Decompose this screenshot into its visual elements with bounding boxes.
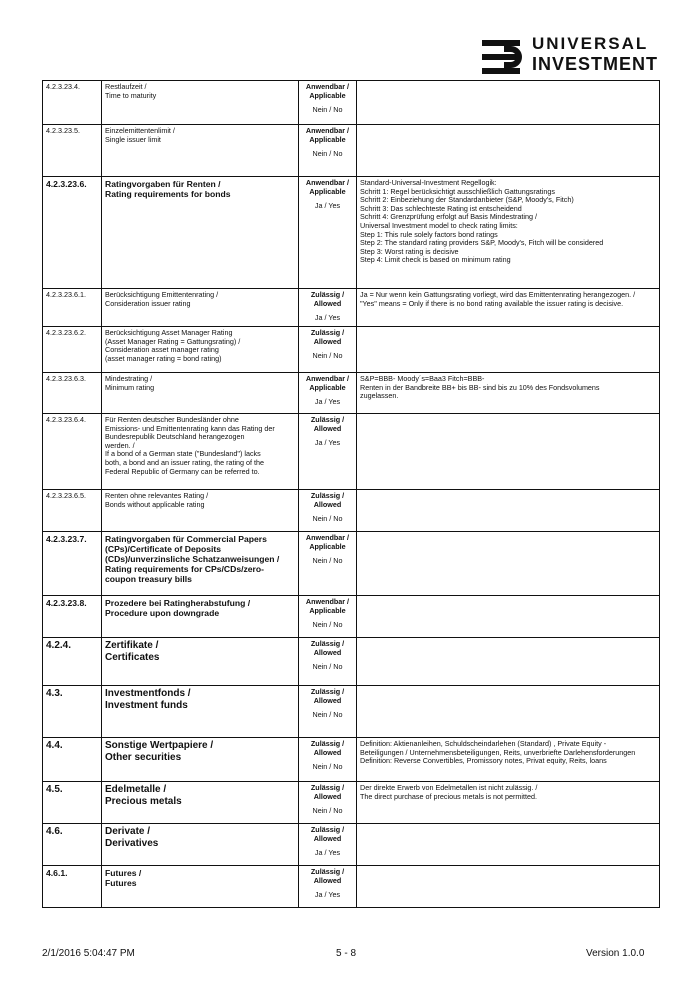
universal-investment-logo — [482, 34, 662, 80]
section-title: Einzelemittentenlimit / Single issuer limit — [102, 125, 299, 177]
remarks-cell — [357, 490, 660, 532]
permission-status: Anwendbar / Applicable — [305, 374, 350, 392]
section-number: 4.2.3.23.6. — [43, 177, 102, 289]
remarks-cell — [357, 596, 660, 638]
table-row — [43, 490, 660, 532]
status-cell — [299, 686, 357, 738]
table-row — [43, 738, 660, 782]
remarks-cell: Der direkte Erwerb von Edelmetallen ist nicht zulässig. / The direct purchase of precious metals is not permitted. — [357, 782, 660, 824]
section-title: Zertifikate / Certificates — [102, 638, 299, 686]
status-cell — [299, 866, 357, 908]
table-row — [43, 81, 660, 125]
section-number: 4.2.3.23.4. — [43, 81, 102, 125]
status-cell — [299, 596, 357, 638]
permission-status: Zulässig / Allowed — [310, 290, 345, 308]
status-cell — [299, 824, 357, 866]
permission-status: Anwendbar / Applicable — [305, 533, 350, 551]
section-title: Restlaufzeit / Time to maturity — [102, 81, 299, 125]
status-value: Ja / Yes — [314, 397, 341, 407]
table-row — [43, 782, 660, 824]
section-number: 4.2.3.23.5. — [43, 125, 102, 177]
table-row — [43, 177, 660, 289]
logo-text-line2: INVESTMENT — [532, 54, 659, 74]
permission-status: Zulässig / Allowed — [310, 783, 345, 801]
section-number: 4.2.3.23.6.5. — [43, 490, 102, 532]
status-cell — [299, 177, 357, 289]
table-row — [43, 866, 660, 908]
table-row — [43, 289, 660, 327]
remarks-cell — [357, 638, 660, 686]
section-number: 4.2.3.23.6.2. — [43, 327, 102, 373]
table-row — [43, 686, 660, 738]
logo-mark-arc — [504, 46, 522, 68]
remarks-cell — [357, 532, 660, 596]
section-number: 4.2.3.23.7. — [43, 532, 102, 596]
permission-status: Zulässig / Allowed — [310, 491, 345, 509]
section-title: Edelmetalle / Precious metals — [102, 782, 299, 824]
status-value: Ja / Yes — [314, 890, 341, 900]
status-cell — [299, 81, 357, 125]
remarks-cell — [357, 327, 660, 373]
section-title: Berücksichtigung Asset Manager Rating (Asset Manager Rating = Gattungsrating) / Consideration asset manager rating (asset manager rating = bond rating) — [102, 327, 299, 373]
section-number: 4.3. — [43, 686, 102, 738]
remarks-cell: Definition: Aktienanleihen, Schuldscheindarlehen (Standard) , Private Equity - Beteiligungen / Unternehmensbeteiligungen, Reits, unverbriefte Darlehensforderungen Definition: Reverse Convertibles, Promissory notes, Privat equity, Reits, loans — [357, 738, 660, 782]
table-row — [43, 125, 660, 177]
section-number: 4.2.3.23.6.3. — [43, 373, 102, 414]
table-row — [43, 414, 660, 490]
section-number: 4.2.3.23.6.4. — [43, 414, 102, 490]
table-row — [43, 373, 660, 414]
status-value: Nein / No — [312, 105, 343, 115]
remarks-cell — [357, 866, 660, 908]
permission-status: Anwendbar / Applicable — [305, 126, 350, 144]
section-title: Investmentfonds / Investment funds — [102, 686, 299, 738]
table-row — [43, 638, 660, 686]
section-number: 4.5. — [43, 782, 102, 824]
permission-status: Zulässig / Allowed — [310, 825, 345, 843]
status-value: Ja / Yes — [314, 313, 341, 323]
section-title: Ratingvorgaben für Commercial Papers (CPs)/Certificate of Deposits (CDs)/unverzinsliche Schatzanweisungen / Rating requirements for CPs/CDs/zero- coupon treasury bills — [102, 532, 299, 596]
section-title: Prozedere bei Ratingherabstufung / Procedure upon downgrade — [102, 596, 299, 638]
section-title: Renten ohne relevantes Rating / Bonds without applicable rating — [102, 490, 299, 532]
section-number: 4.6.1. — [43, 866, 102, 908]
status-cell — [299, 289, 357, 327]
section-title: Für Renten deutscher Bundesländer ohne Emissions- und Emittentenrating kann das Rating der Bundesrepublik Deutschland herangezogen werden. / If a bond of a German state ("Bundesland") lacks both, a bond and an issuer rating, the rating of the Federal Republic of Germany can be referred to. — [102, 414, 299, 490]
remarks-cell — [357, 414, 660, 490]
status-value: Nein / No — [312, 514, 343, 524]
logo-mark-bar — [482, 68, 520, 74]
section-number: 4.2.3.23.6.1. — [43, 289, 102, 327]
remarks-cell: S&P=BBB- Moody´s=Baa3 Fitch=BBB- Renten in der Bandbreite BB+ bis BB- sind bis zu 10% des Fondsvolumens zugelassen. — [357, 373, 660, 414]
status-value: Nein / No — [312, 149, 343, 159]
table-row — [43, 532, 660, 596]
status-cell — [299, 125, 357, 177]
permission-status: Anwendbar / Applicable — [305, 82, 350, 100]
permission-status: Zulässig / Allowed — [310, 687, 345, 705]
table-row — [43, 596, 660, 638]
status-value: Ja / Yes — [314, 438, 341, 448]
status-cell — [299, 327, 357, 373]
section-number: 4.2.4. — [43, 638, 102, 686]
status-cell — [299, 782, 357, 824]
status-value: Ja / Yes — [314, 201, 341, 211]
status-value: Nein / No — [312, 710, 343, 720]
section-number: 4.6. — [43, 824, 102, 866]
remarks-cell: Ja = Nur wenn kein Gattungsrating vorliegt, wird das Emittentenrating herangezogen. / "Yes" means = Only if there is no bond rating available the issuer rating is decisive. — [357, 289, 660, 327]
table-row — [43, 824, 660, 866]
section-title: Derivate / Derivatives — [102, 824, 299, 866]
permission-status: Zulässig / Allowed — [310, 328, 345, 346]
remarks-cell — [357, 125, 660, 177]
permission-status: Zulässig / Allowed — [310, 639, 345, 657]
status-value: Ja / Yes — [314, 848, 341, 858]
permission-status: Anwendbar / Applicable — [305, 597, 350, 615]
permission-status: Zulässig / Allowed — [310, 867, 345, 885]
section-number: 4.2.3.23.8. — [43, 596, 102, 638]
status-value: Nein / No — [312, 351, 343, 361]
remarks-cell — [357, 686, 660, 738]
status-value: Nein / No — [312, 556, 343, 566]
status-cell — [299, 490, 357, 532]
section-title: Sonstige Wertpapiere / Other securities — [102, 738, 299, 782]
status-value: Nein / No — [312, 620, 343, 630]
status-cell — [299, 373, 357, 414]
investment-guidelines-table — [42, 80, 660, 908]
remarks-cell — [357, 81, 660, 125]
status-value: Nein / No — [312, 806, 343, 816]
permission-status: Zulässig / Allowed — [310, 415, 345, 433]
section-title: Berücksichtigung Emittentenrating / Consideration issuer rating — [102, 289, 299, 327]
logo-text-line1: UNIVERSAL — [532, 34, 649, 53]
status-cell — [299, 532, 357, 596]
table-row — [43, 327, 660, 373]
section-title: Ratingvorgaben für Renten / Rating requirements for bonds — [102, 177, 299, 289]
permission-status: Anwendbar / Applicable — [305, 178, 350, 196]
permission-status: Zulässig / Allowed — [310, 739, 345, 757]
section-title: Mindestrating / Minimum rating — [102, 373, 299, 414]
status-cell — [299, 414, 357, 490]
status-cell — [299, 638, 357, 686]
footer-version: Version 1.0.0 — [586, 948, 645, 959]
remarks-cell — [357, 824, 660, 866]
status-value: Nein / No — [312, 762, 343, 772]
section-number: 4.4. — [43, 738, 102, 782]
remarks-cell: Standard-Universal-Investment Regellogik: Schritt 1: Regel berücksichtigt ausschließlich Gattungsratings Schritt 2: Einbeziehung der Standardanbieter (S&P, Moody's, Fitch) Schritt 3: Das schlechteste Rating ist entscheidend Schritt 4: Grenzprüfung erfolgt auf Basis Mindestrating / Universal Investment model to check rating limits: Step 1: This rule solely factors bond ratings Step 2: The standard rating providers S&P, Moody's, Fitch will be considered Step 3: Worst rating is decisive Step 4: Limit check is based on minimum rating — [357, 177, 660, 289]
status-value: Nein / No — [312, 662, 343, 672]
status-cell — [299, 738, 357, 782]
footer-page-number: 5 - 8 — [336, 948, 357, 959]
logo-mark-bar — [482, 40, 520, 46]
section-title: Futures / Futures — [102, 866, 299, 908]
footer-datetime: 2/1/2016 5:04:47 PM — [42, 948, 135, 959]
